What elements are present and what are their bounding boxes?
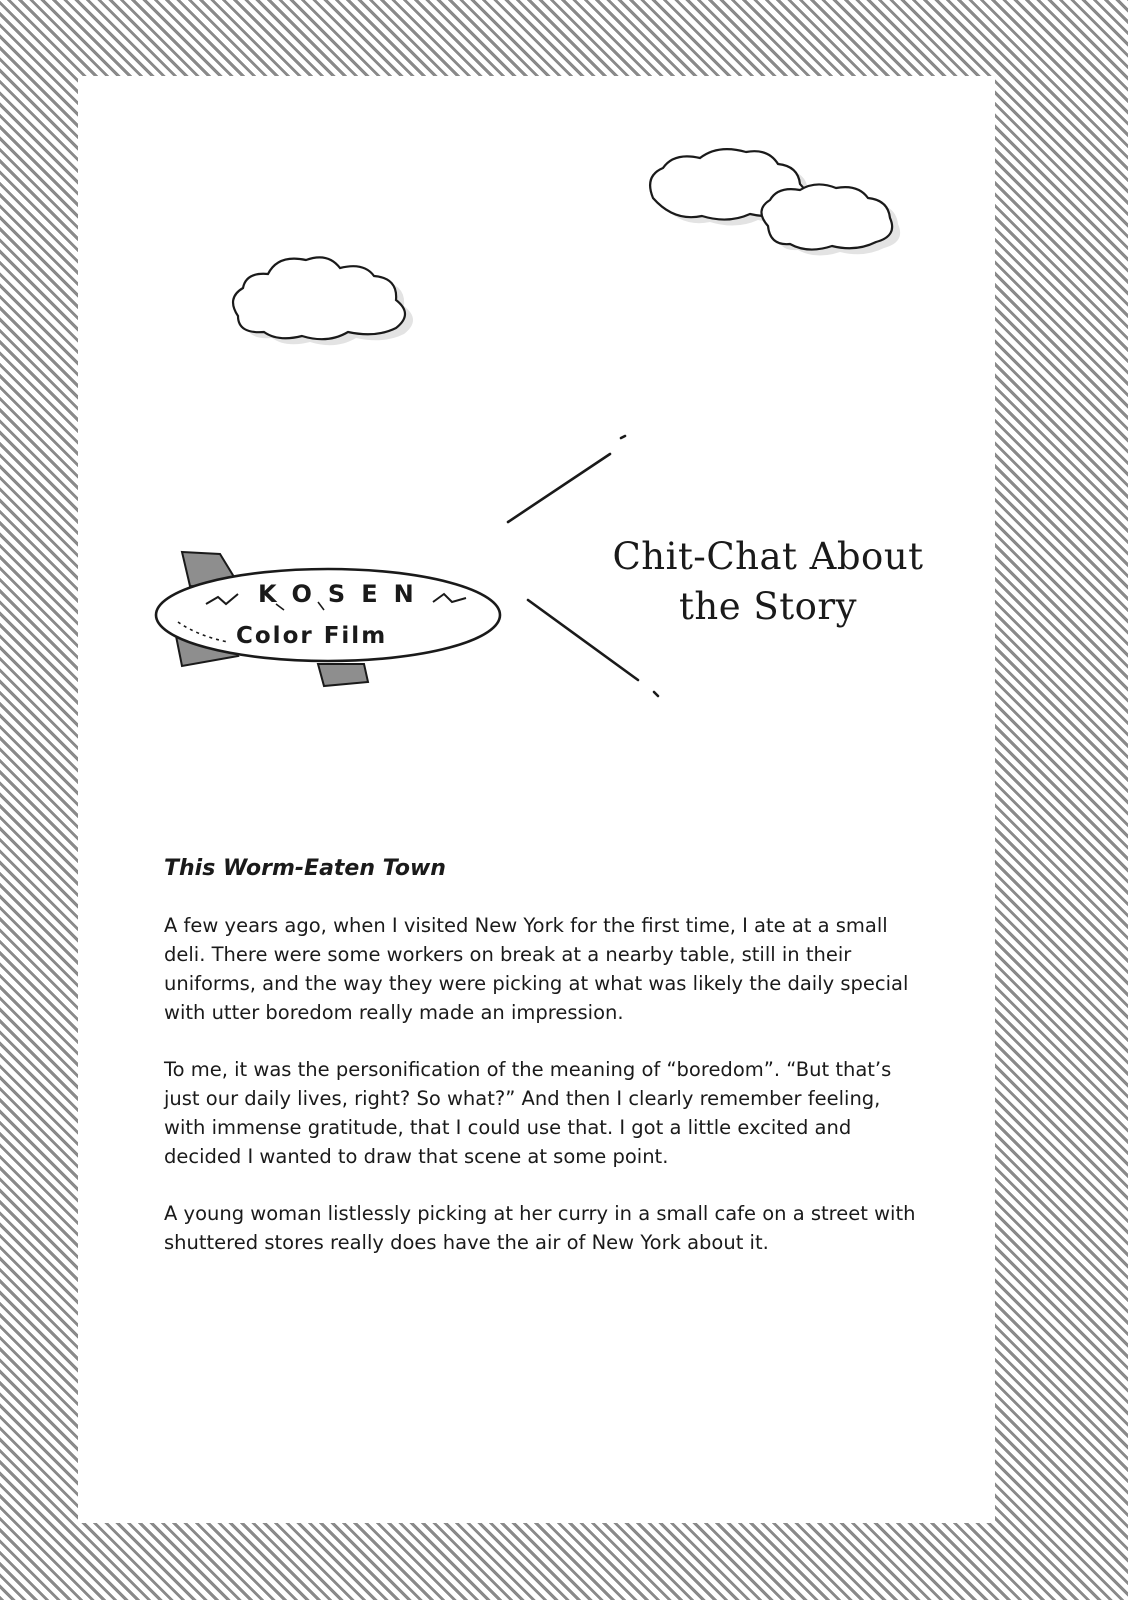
heading-line-2: the Story xyxy=(679,585,857,628)
article-paragraph: To me, it was the personification of the meaning of “boredom”. “But that’s just our daily lives, right? So what?” And then I clearly remember feeling, with immense gratitude, that I could use that. I got a little excited and decided I wanted to draw that scene at some point. xyxy=(164,1058,892,1168)
page-heading xyxy=(578,532,958,632)
article-paragraph: A few years ago, when I visited New York for the first time, I ate at a small deli. There were some workers on break at a nearby table, still in their uniforms, and the way they were picking at what was likely the daily special with utter boredom really made an impression. xyxy=(164,914,909,1024)
article-title: This Worm-Eaten Town xyxy=(164,856,446,881)
illustration xyxy=(78,76,995,836)
heading-line-1: Chit-Chat About xyxy=(612,535,924,578)
cloud-icon xyxy=(233,257,413,345)
blimp-icon xyxy=(156,552,500,686)
page-panel xyxy=(78,76,995,1523)
blimp-brand: KOSEN xyxy=(258,580,430,608)
cloud-icon xyxy=(761,184,900,255)
article-paragraph: A young woman listlessly picking at her curry in a small cafe on a street with shuttered stores really does have the air of New York about it. xyxy=(164,1202,916,1254)
blimp-subtitle: Color Film xyxy=(236,623,388,649)
article xyxy=(164,856,924,1285)
